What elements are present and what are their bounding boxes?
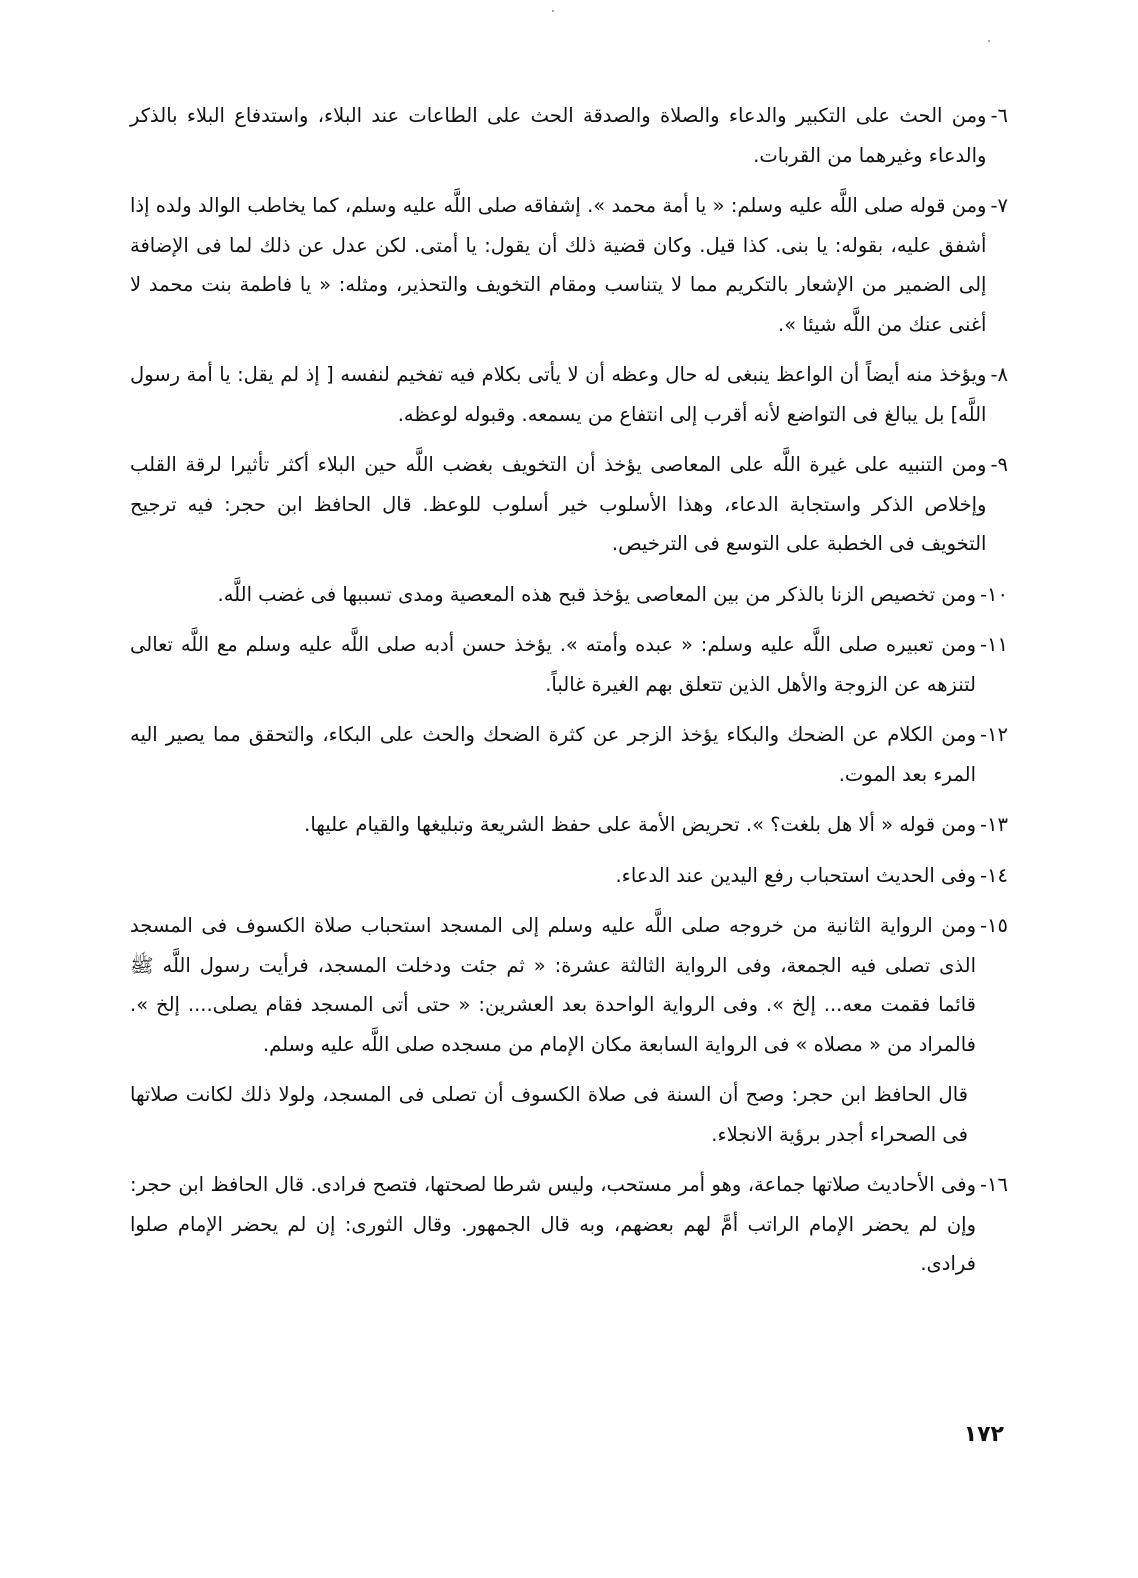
item-text: ومن الكلام عن الضحك والبكاء يؤخذ الزجر عن كثرة الضحك والحث على البكاء، والتحقق مما يصير اليه المرء بعد الموت. — [130, 723, 976, 786]
item-number: ١٣- — [980, 813, 1008, 836]
page-body — [130, 96, 1008, 1295]
item-text: ومن الرواية الثانية من خروجه صلى اللَّه عليه وسلم إلى المسجد استحباب صلاة الكسوف فى المسجد الذى تصلى فيه الجمعة، وفى الرواية الثالثة عشرة: « ثم جئت ودخلت المسجد، فرأيت رسول اللَّه ﷺ قائما فقمت معه... إلخ ». وفى الرواية الواحدة بعد العشرين: « حتى أتى المسجد فقام يصلى.... إلخ ». فالمراد من « مصلاه » فى الرواية السابعة مكان الإمام من مسجده صلى اللَّه عليه وسلم. — [130, 914, 976, 1056]
item-text: وفى الحديث استحباب رفع اليدين عند الدعاء. — [615, 863, 976, 887]
list-item — [130, 355, 1008, 434]
item-number: ٨- — [990, 363, 1008, 386]
item-text: وفى الأحاديث صلاتها جماعة، وهو أمر مستحب، وليس شرطا لصحتها، فتصح فرادى. قال الحافظ ابن حجر: وإن لم يحضر الإمام الراتب أمَّ لهم بعضهم، وبه قال الجمهور. وقال الثورى: إن لم يحضر الإمام صلوا فرادى. — [130, 1173, 976, 1275]
item-text: ويؤخذ منه أيضاً أن الواعظ ينبغى له حال وعظه أن لا يأتى بكلام فيه تفخيم لنفسه [ إذ لم يقل: يا أمة رسول اللَّه] بل يبالغ فى التواضع لأنه أقرب إلى انتفاع من يسمعه. وقبوله لوعظه. — [130, 363, 987, 426]
list-item — [130, 1165, 1008, 1284]
item-text: ومن قوله « ألا هل بلغت؟ ». تحريض الأمة على حفظ الشريعة وتبليغها والقيام عليها. — [304, 813, 976, 836]
scan-speck — [552, 10, 554, 12]
item-continuation-paragraph: قال الحافظ ابن حجر: وصح أن السنة فى صلاة الكسوف أن تصلى فى المسجد، ولولا ذلك لكانت صلاتها فى الصحراء أجدر برؤية الانجلاء. — [130, 1083, 968, 1146]
list-item — [130, 575, 1008, 615]
list-item — [130, 96, 1008, 175]
scan-speck — [988, 40, 990, 42]
item-text: ومن تعبيره صلى اللَّه عليه وسلم: « عبده وأمته ». يؤخذ حسن أدبه صلى اللَّه عليه وسلم مع اللَّه تعالى لتنزهه عن الزوجة والأهل الذين تتعلق بهم الغيرة غالباً. — [130, 633, 976, 696]
item-number: ١١- — [980, 633, 1008, 656]
list-item — [130, 625, 1008, 704]
item-text: ومن التنبيه على غيرة اللَّه على المعاصى يؤخذ أن التخويف بغضب اللَّه حين البلاء أكثر تأثيرا لرقة القلب وإخلاص الذكر واستجابة الدعاء، وهذا الأسلوب خير أسلوب للوعظ. قال الحافظ ابن حجر: فيه ترجيح التخويف فى الخطبة على التوسع فى الترخيص. — [130, 453, 987, 555]
list-item — [130, 186, 1008, 344]
item-number: ٧- — [990, 194, 1008, 217]
item-text: ومن تخصيص الزنا بالذكر من بين المعاصى يؤخذ قبح هذه المعصية ومدى تسببها فى غضب اللَّه. — [217, 582, 976, 606]
item-number: ١٢- — [980, 723, 1008, 746]
list-item — [150, 856, 1008, 896]
item-text: ومن الحث على التكبير والدعاء والصلاة والصدقة الحث على الطاعات عند البلاء، واستدفاع البلاء بالذكر والدعاء وغيرهما من القربات. — [130, 104, 987, 167]
item-number: ١٤- — [980, 863, 1008, 887]
item-number: ١٥- — [980, 914, 1008, 937]
list-item — [150, 805, 1008, 845]
item-number: ١٠- — [980, 582, 1008, 606]
page-number: ١٧٢ — [963, 1422, 1004, 1447]
item-number: ٦- — [990, 104, 1008, 127]
list-item — [130, 906, 1008, 1064]
item-text: ومن قوله صلى اللَّه عليه وسلم: « يا أمة محمد ». إشفاقه صلى اللَّه عليه وسلم، كما يخاطب الوالد ولده إذا أشفق عليه، بقوله: يا بنى. كذا قيل. وكان قضية ذلك أن يقول: يا أمتى. لكن عدل عن ذلك لما فى الإضافة إلى الضمير من الإشعار بالتكريم مما لا يتناسب ومقام التخويف والتحذير، ومثله: « يا فاطمة بنت محمد لا أغنى عنك من اللَّه شيئا ». — [130, 194, 987, 336]
item-number: ٩- — [990, 453, 1008, 476]
list-item — [130, 445, 1008, 564]
item-number: ١٦- — [980, 1173, 1008, 1196]
list-item — [130, 715, 1008, 794]
